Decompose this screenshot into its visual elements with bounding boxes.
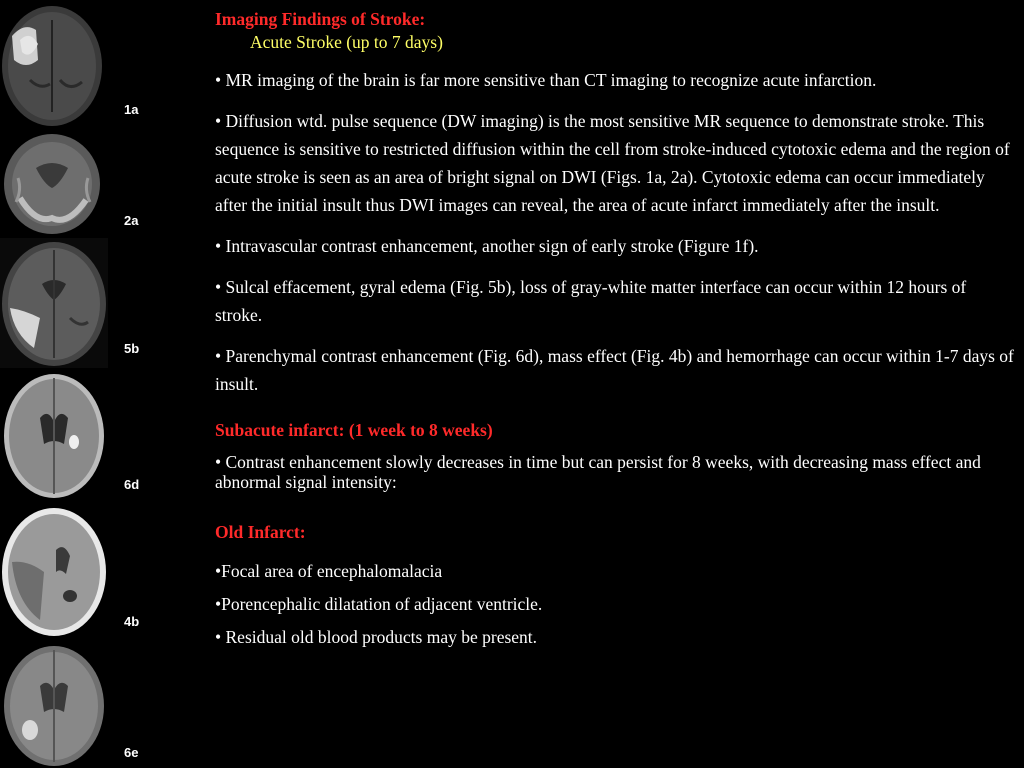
old-bullet: •Focal area of encephalomalacia xyxy=(215,561,443,581)
figure-label-4b: 4b xyxy=(124,614,140,629)
page-title: Imaging Findings of Stroke: xyxy=(215,9,426,29)
old-bullet: •Porencephalic dilatation of adjacent ventricle. xyxy=(215,594,543,614)
subacute-heading: Subacute infarct: (1 week to 8 weeks) xyxy=(215,420,493,440)
subacute-bullet: • Contrast enhancement slowly decreases in time but can persist for 8 weeks, with decreasing mass effect and abnormal signal intensity: xyxy=(215,452,981,492)
figure-2a-image xyxy=(0,128,108,238)
figure-4b-image xyxy=(0,502,108,640)
figure-6e-image xyxy=(0,640,108,768)
figure-label-6d: 6d xyxy=(124,477,140,492)
slide-text xyxy=(215,8,1015,652)
old-heading: Old Infarct: xyxy=(215,522,306,542)
figure-1a-image xyxy=(0,0,108,128)
figure-6d-image xyxy=(0,368,108,502)
acute-bullet: • Sulcal effacement, gyral edema (Fig. 5b), loss of gray-white matter interface can occur within 12 hours of stroke. xyxy=(215,277,967,325)
figure-label-6e: 6e xyxy=(124,745,139,760)
acute-bullet: • Parenchymal contrast enhancement (Fig. 6d), mass effect (Fig. 4b) and hemorrhage can occur within 1-7 days of insult. xyxy=(215,346,1014,394)
figure-label-5b: 5b xyxy=(124,341,140,356)
figure-label-2a: 2a xyxy=(124,213,139,228)
acute-bullet: • MR imaging of the brain is far more sensitive than CT imaging to recognize acute infarction. xyxy=(215,70,877,90)
acute-bullet: • Intravascular contrast enhancement, another sign of early stroke (Figure 1f). xyxy=(215,236,759,256)
acute-subtitle: Acute Stroke (up to 7 days) xyxy=(250,32,443,52)
figure-strip xyxy=(0,0,110,768)
figure-label-1a: 1a xyxy=(124,102,139,117)
acute-bullet: • Diffusion wtd. pulse sequence (DW imaging) is the most sensitive MR sequence to demonstrate stroke. This sequence is sensitive to restricted diffusion within the cell from stroke-induced cytotoxic edema and the region of acute stroke is seen as an area of bright signal on DWI (Figs. 1a, 2a). Cytotoxic edema can occur immediately after the initial insult thus DWI images can reveal, the area of acute infarct immediately after the insult. xyxy=(215,111,1010,215)
figure-5b-image xyxy=(0,238,108,368)
old-bullet: • Residual old blood products may be present. xyxy=(215,627,538,647)
